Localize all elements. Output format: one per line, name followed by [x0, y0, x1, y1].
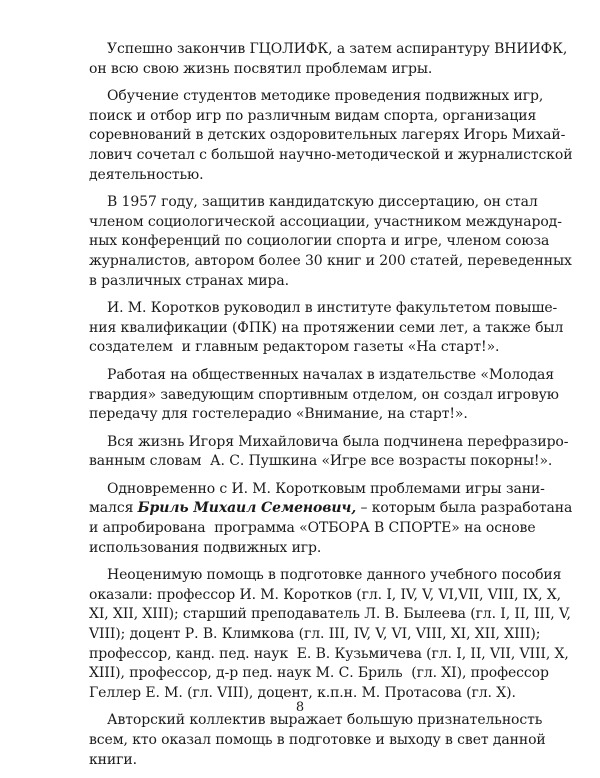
text-line: Обучение студентов методике проведения подвижных игр, — [107, 88, 544, 105]
text-segment: мался — [89, 500, 138, 517]
text-line: Работая на общественных началах в издательстве «Молодая — [107, 366, 555, 383]
text-line: В 1957 году, защитив кандидатскую диссертацию, он стал — [107, 194, 538, 211]
text-line: XIII), профессор, д-р пед. наук М. С. Бриль (гл. XI), профессор — [89, 665, 549, 682]
text-line: Успешно закончив ГЦОЛИФК, а затем аспирантуру ВНИИФК, — [107, 41, 568, 57]
text-segment: – которым была разработана — [356, 500, 573, 517]
text-line: он всю свою жизнь посвятил проблемам игры. — [89, 60, 433, 77]
text-line: Геллер Е. М. (гл. VIII), доцент, к.п.н. М. Протасова (гл. X). — [89, 684, 516, 701]
text-line: Авторский коллектив выражает большую признательность — [107, 712, 543, 729]
paragraph-8 — [89, 566, 571, 703]
text-line: ния квалификации (ФПК) на протяжении семи лет, а также был — [89, 319, 564, 336]
text-line: Неоценимую помощь в подготовке данного учебного пособия — [107, 567, 562, 584]
text-line: поиск и отбор игр по различным видам спорта, организация — [89, 107, 537, 124]
text-line: оказали: профессор И. М. Коротков (гл. I, IV, V, VI,VII, VIII, IX, X, — [89, 586, 561, 603]
text-line: журналистов, автором более 30 книг и 200 статей, переведенных — [89, 252, 572, 269]
text-line: Одновременно с И. М. Коротковым проблемами игры зани- — [107, 480, 545, 497]
text-line: соревнований в детских оздоровительных лагерях Игорь Михай- — [89, 127, 566, 144]
text-line: И. М. Коротков руководил в институте факультетом повыше- — [107, 300, 558, 317]
text-line: гвардия» заведующим спортивным отделом, он создал игровую — [89, 386, 559, 403]
text-line: Вся жизнь Игоря Михайловича была подчинена перефразиро- — [107, 433, 569, 450]
text-line: членом социологической ассоциации, участником международ- — [89, 213, 562, 230]
text-line: книги. — [89, 751, 137, 768]
paragraph-4 — [89, 299, 564, 358]
text-line: создателем и главным редактором газеты «На старт!». — [89, 339, 500, 356]
page-number: 8 — [295, 700, 305, 715]
paragraph-3 — [89, 193, 572, 291]
text-line: ванным словам А. С. Пушкина «Игре все возрасты покорны!». — [89, 453, 553, 470]
text-line: XI, XII, XIII); старший преподаватель Л. В. Былеева (гл. I, II, III, V, — [89, 606, 571, 623]
page-body — [89, 40, 573, 778]
text-line: лович сочетал с большой научно-методической и журналистской — [89, 146, 573, 163]
paragraph-9 — [89, 711, 546, 770]
paragraph-2 — [89, 87, 573, 185]
paragraph-5 — [89, 366, 559, 425]
text-line: всем, кто оказал помощь в подготовке и выходу в свет данной — [89, 732, 546, 748]
text-line: ных конференций по социологии спорта и игре, членом союза — [89, 233, 550, 250]
author-name: Бриль Михаил Семенович, — [137, 500, 357, 517]
text-line: передачу для гостелерадио «Внимание, на старт!». — [89, 406, 468, 423]
text-line: деятельностью. — [89, 166, 204, 183]
paragraph-1 — [89, 40, 568, 79]
text-line — [89, 499, 573, 519]
text-line: VIII); доцент Р. В. Климкова (гл. III, IV, V, VI, VIII, XI, XII, XIII); — [89, 626, 541, 643]
paragraph-6 — [89, 433, 569, 472]
text-line: использования подвижных игр. — [89, 539, 322, 556]
paragraph-7 — [89, 480, 573, 558]
text-line: и апробирована программа «ОТБОРА В СПОРТЕ» на основе — [89, 520, 536, 537]
text-line: в различных странах мира. — [89, 272, 289, 289]
text-line: профессор, канд. пед. наук Е. В. Кузьмичева (гл. I, II, VII, VIII, X, — [89, 645, 569, 662]
